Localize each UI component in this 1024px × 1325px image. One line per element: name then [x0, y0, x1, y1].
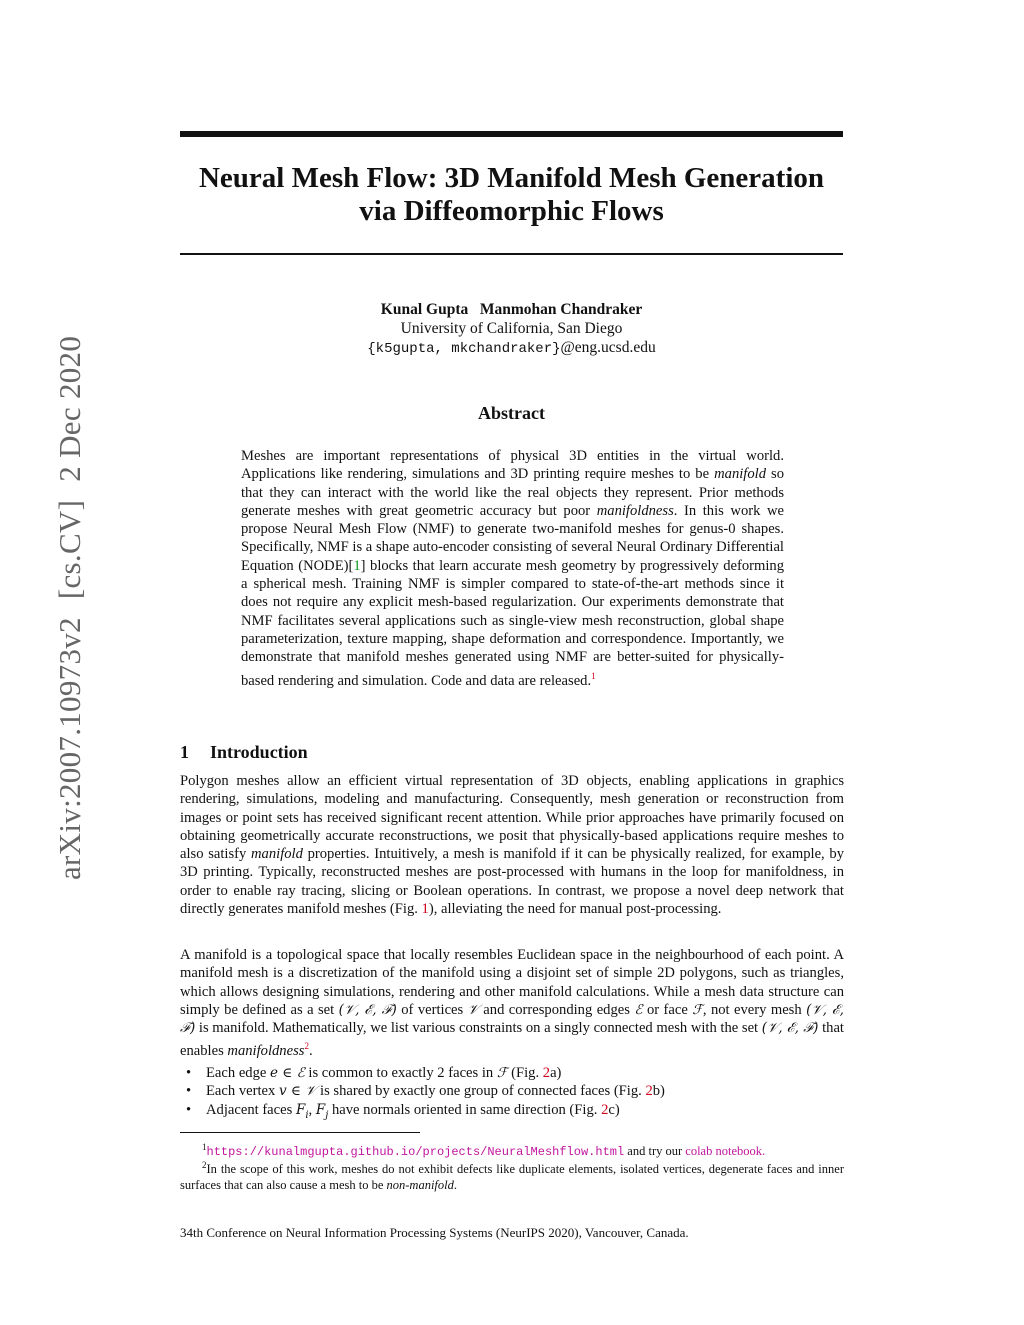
footnote-rule — [180, 1132, 420, 1133]
title-bottom-rule — [180, 253, 843, 255]
section-heading-introduction: 1 Introduction — [180, 742, 308, 762]
footnote-link[interactable]: 2 — [304, 1041, 309, 1052]
manifold-constraints-list — [186, 1064, 665, 1125]
title-line-1: Neural Mesh Flow: 3D Manifold Mesh Generation — [198, 162, 825, 194]
abstract-body: Meshes are important representations of physical 3D entities in the virtual world. Applications like rendering, simulations and 3D printing require meshes to be manifold so that they can interact with the world like the real objects they represent. Prior methods generate meshes with great geometric accuracy but poor manifoldness. In this work we propose Neural Mesh Flow (NMF) to generate two-manifold meshes for genus-0 shapes. Specifically, NMF is a shape auto-encoder consisting of several Neural Ordinary Differential Equation (NODE)[1] blocks that learn accurate mesh geometry by progressively deforming a spherical mesh. Training NMF is simpler compared to state-of-the-art methods since it does not require any explicit mesh-based regularization. Our experiments demonstrate that NMF facilitates several applications such as single-view mesh reconstruction, global shape parameterization, texture mapping, shape deformation and correspondence. Importantly, we demonstrate that manifold meshes generated using NMF are better-suited for physically-based rendering and simulation. Code and data are released.$^1$ — [241, 448, 785, 689]
footnote-link[interactable]: 1 — [591, 670, 596, 681]
title-top-rule — [180, 131, 843, 137]
arxiv-stamp — [52, 318, 88, 880]
email-user: {k5gupta, mkchandraker} — [367, 341, 561, 357]
list-item: • Adjacent faces $F_i$, $F_j$ have normals oriented in same direction (Fig. 2c) — [186, 1101, 665, 1125]
footnote-2: $^2$In the scope of this work, meshes do not exhibit defects like duplicate elements, isolated vertices, degenerate faces and inner surfaces that can also cause a mesh to be non-manifold. — [180, 1160, 844, 1193]
figure-ref-link[interactable]: 2 — [542, 1065, 551, 1081]
arxiv-id: arXiv:2007.10973v2 — [52, 617, 87, 880]
list-item: • Each edge e ∈ ℰ is common to exactly 2 faces in ℱ (Fig. 2a) — [186, 1064, 665, 1082]
title-line-2: via Diffeomorphic Flows — [359, 195, 664, 227]
figure-ref-link[interactable]: 2 — [601, 1101, 609, 1118]
author-email — [180, 338, 843, 359]
citation-link[interactable]: 1 — [353, 557, 361, 574]
arxiv-category: [cs.CV] — [52, 499, 87, 600]
author-names: Kunal Gupta Manmohan Chandraker — [380, 301, 643, 318]
intro-paragraph-2: A manifold is a topological space that locally resembles Euclidean space in the neighbourhood of each point. A manifold mesh is a discretization of the manifold using a disjoint set of simple 2D polygons, such as triangles, which allows designing simulations, rendering and other manifold calculations. While a mesh data structure can simply be defined as a set (𝒱, ℰ, ℱ) of vertices 𝒱 and corresponding edges ℰ or face ℱ, not every mesh (𝒱, ℰ, ℱ) is manifold. Mathematically, we list various constraints on a singly connected mesh with the set (𝒱, ℰ, ℱ) that enables manifoldness$^2$. — [180, 947, 844, 1060]
arxiv-date: 2 Dec 2020 — [52, 335, 87, 482]
figure-ref-link[interactable]: 1 — [421, 901, 429, 918]
footnote-1: $^1$https://kunalmgupta.github.io/projects/NeuralMeshflow.html and try our colab notebook. — [202, 1142, 766, 1160]
intro-paragraph-1: Polygon meshes allow an efficient virtual representation of 3D objects, enabling applications in graphics rendering, simulations, modeling and manufacturing. Consequently, mesh generation or reconstruction from images or point sets has received significant recent attention. While prior approaches have primarily focused on obtaining geometrically accurate reconstructions, we posit that physically-based applications require meshes to also satisfy manifold properties. Intuitively, a mesh is manifold if it can be physically realized, for example, by 3D printing. Typically, reconstructed meshes are post-processed with humans in the loop for manifoldness, in order to enable ray tracing, slicing or Boolean operations. In contrast, we propose a novel deep network that directly generates manifold meshes (Fig. 1), alleviating the need for manual post-processing. — [180, 773, 844, 918]
abstract-heading: Abstract — [478, 403, 545, 423]
figure-ref-link[interactable]: 2 — [645, 1083, 653, 1100]
paper-title — [180, 162, 843, 228]
affiliation: University of California, San Diego — [400, 320, 623, 337]
project-url-link[interactable]: https://kunalmgupta.github.io/projects/NeuralMeshflow.html — [206, 1145, 625, 1160]
author-block — [180, 300, 843, 359]
conference-footer: 34th Conference on Neural Information Processing Systems (NeurIPS 2020), Vancouver, Canada. — [180, 1225, 689, 1240]
email-domain: @eng.ucsd.edu — [560, 339, 656, 356]
colab-notebook-link[interactable]: colab notebook. — [685, 1144, 766, 1159]
list-item: • Each vertex v ∈ 𝒱 is shared by exactly one group of connected faces (Fig. 2b) — [186, 1082, 665, 1100]
